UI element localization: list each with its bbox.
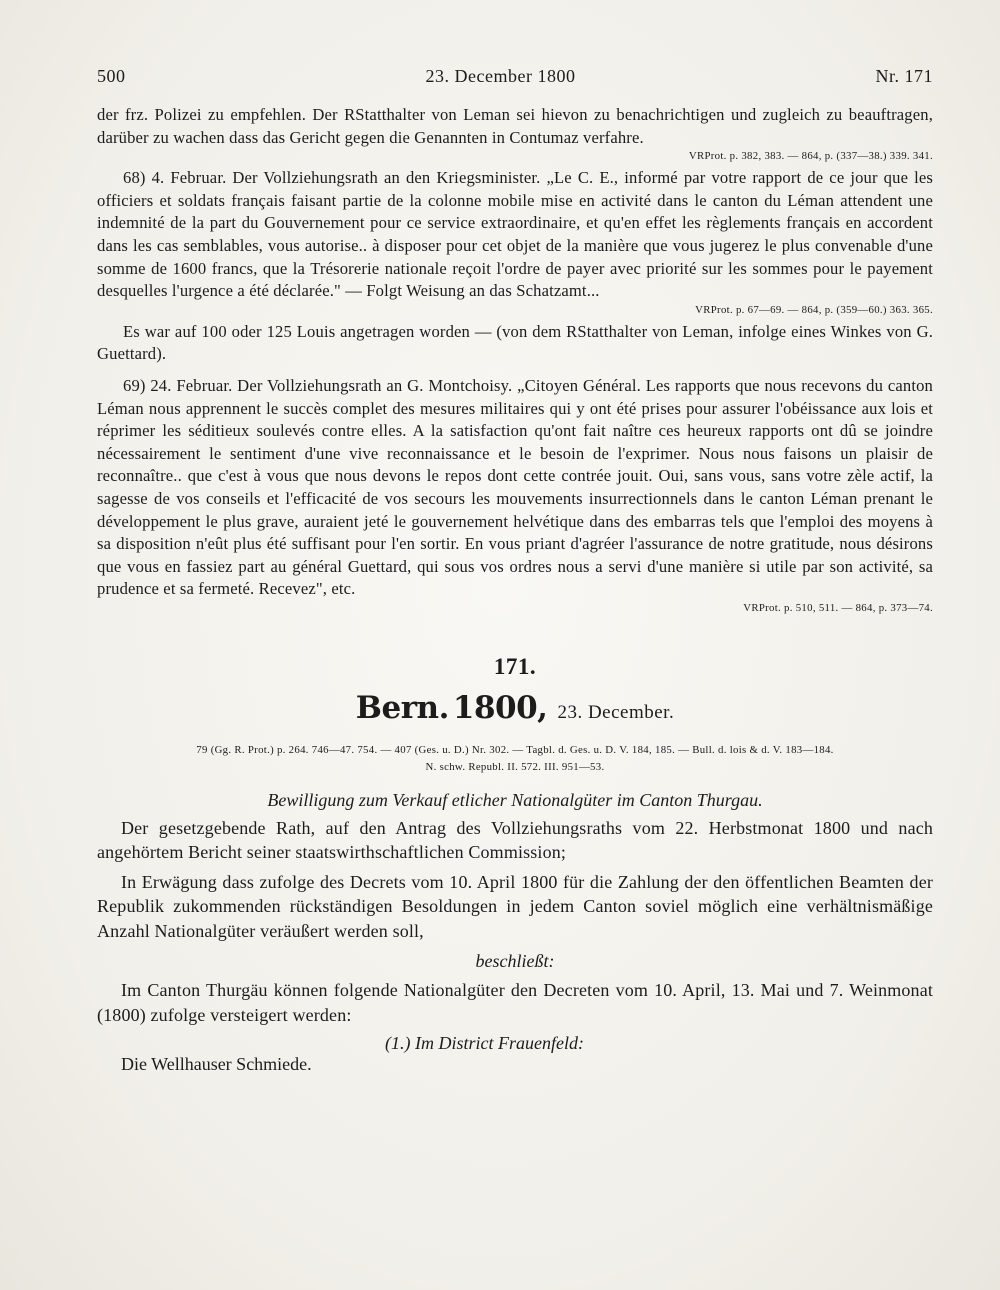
- entry-69: 69) 24. Februar. Der Vollziehungsrath an G. Montchoisy. „Citoyen Général. Les rapports que nous recevons du canton Léman nous apprennent le succès complet des mesures militaires qui y ont été prises pour assurer l'obéissance aux lois et réprimer les séditieux soulevés contre elles. A la satisfaction qu'ont fait naître ces heureux rapports ont dû se joindre nécessairement le sentiment d'une vive reconnaissance et le besoin de l'exprimer. Nous nous faisons un plaisir de reconnaître.. que c'est à vous que nous devons le repos dont cette contrée jouit. Oui, sans vous, sans votre zèle actif, la sagesse de vos conseils et l'efficacité de vos secours les mouvements insurrectionnels dans le canton Léman prenant le développement le plus grave, auraient jeté le gouvernement helvétique dans des embarras tels que l'emploi des moyens à sa disposition n'eût plus été suffisant pour l'en sortir. En vous priant d'agréer l'assurance de notre gratitude, nous désirons que vous en fassiez part au général Guettard, qui sous vos ordres nous a servi d'une manière si utile par son activité, sa prudence et sa fermeté. Recevez", etc.: [97, 375, 933, 599]
- property-item: Die Wellhauser Schmiede.: [121, 1054, 312, 1075]
- reference-note: VRProt. p. 382, 383. — 864, p. (337—38.) 339. 341.: [688, 150, 933, 163]
- document-year: 1800,: [452, 689, 548, 726]
- body-paragraph-1: Der gesetzgebende Rath, auf den Antrag des Vollziehungsraths vom 22. Herbstmonat 1800 und nach angehörtem Bericht seiner staatswirthschaftlichen Commission;: [97, 817, 933, 863]
- previous-doc-continuation: der frz. Polizei zu empfehlen. Der RStatthalter von Leman sei hievon zu benachrichtigen und zugleich zu beauftragen, darüber zu wachen dass das Gericht gegen die Genannten in Contumaz verfahre.: [97, 105, 933, 147]
- note-68: Es war auf 100 oder 125 Louis angetragen worden — (von dem RStatthalter von Leman, infolge eines Winkes von G. Guettard).: [97, 321, 933, 364]
- document-number: 171.: [493, 653, 537, 679]
- body-paragraph-3: Im Canton Thurgäu können folgende Nationalgüter den Decreten vom 10. April, 13. Mai und 7. Weinmonat (1800) zufolge versteigert werden:: [97, 980, 933, 1025]
- document-title: Bewilligung zum Verkauf etlicher Nationalgüter im Canton Thurgau.: [267, 789, 763, 810]
- page-header: [97, 66, 933, 87]
- body-paragraph-2: In Erwägung dass zufolge des Decrets vom 10. April 1800 für die Zahlung der den öffentlichen Beamten der Republik zukommenden rückständigen Besoldungen in jedem Canton soviel möglich eine verhältnismäßige Anzahl Nationalgüter veräußert werden soll,: [97, 871, 933, 941]
- header-date: 23. December 1800: [425, 66, 576, 86]
- header-doc-number: Nr. 171: [875, 66, 933, 86]
- resolves-heading: beschließt:: [475, 951, 555, 972]
- sources-line-2: N. schw. Republ. II. 572. III. 951—53.: [425, 760, 605, 773]
- page-content: [97, 104, 933, 1075]
- reference-note-68: VRProt. p. 67—69. — 864, p. (359—60.) 363. 365.: [695, 303, 933, 316]
- entry-68: 68) 4. Februar. Der Vollziehungsrath an den Kriegsminister. „Le C. E., informé par votre rapport de ce jour que les officiers et soldats français faisant partie de la colonne mobile mise en activité dans le canton du Léman attendent une indemnité de la part du Gouvernement pour ce service extraordinaire, et qu'en effet les règlements français en accordent dans les cas semblables, vous autorise.. à disposer pour cet objet de la manière que vous jugerez le plus convenable d'une somme de 1600 francs, que la Trésorerie nationale reçoit l'ordre de payer avec priorité sur les sommes pour le payement desquelles l'urgence a été déclarée." — Folgt Weisung an das Schatzamt...: [97, 168, 933, 301]
- district-heading: (1.) Im District Frauenfeld:: [385, 1033, 584, 1054]
- document-date: 23. December.: [557, 701, 675, 723]
- sources-line-1: 79 (Gg. R. Prot.) p. 264. 746—47. 754. — 407 (Ges. u. D.) Nr. 302. — Tagbl. d. Ges. u. D. V. 184, 185. — Bull. d. lois & d. V. 183—184.: [196, 743, 834, 756]
- page-number: 500: [97, 66, 126, 86]
- document-sources: [97, 742, 933, 776]
- reference-note-69: VRProt. p. 510, 511. — 864, p. 373—74.: [743, 601, 933, 614]
- document-place-date: [97, 690, 933, 732]
- document-place: Bern.: [355, 689, 449, 726]
- document-body: [97, 811, 933, 1076]
